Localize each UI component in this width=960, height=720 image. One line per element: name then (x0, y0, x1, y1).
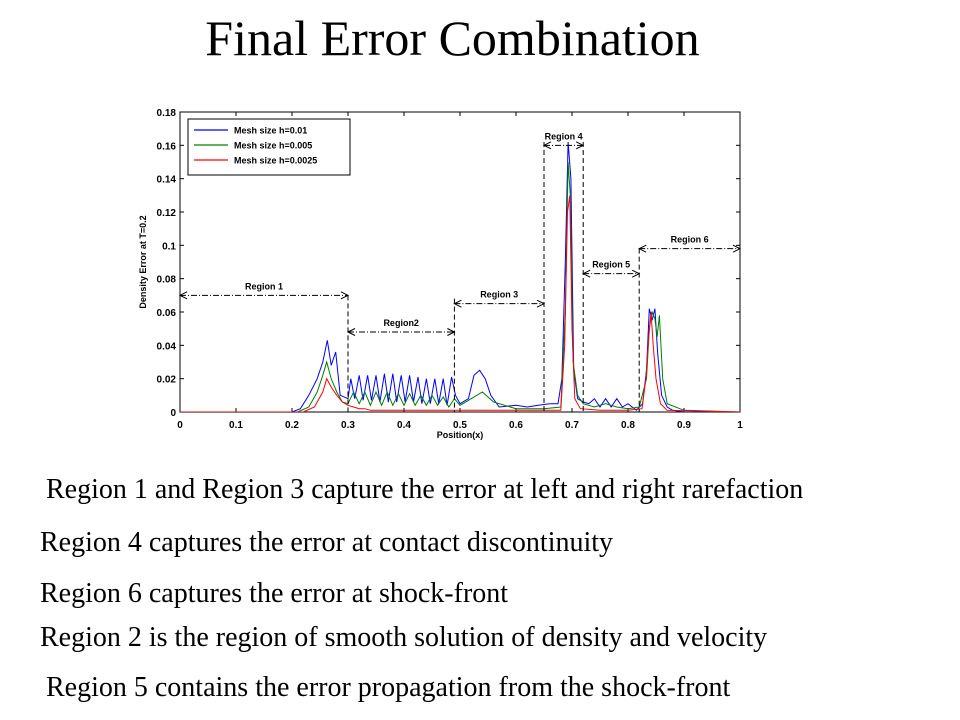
y-tick-label: 0.04 (156, 341, 176, 353)
y-tick-label: 0.12 (156, 208, 176, 219)
x-tick-label: 1 (737, 420, 743, 431)
region-label-1: Region 1 (244, 281, 284, 292)
legend-label-1: Mesh size h=0.01 (234, 125, 308, 136)
region-label-6: Region 6 (670, 234, 709, 245)
x-tick-label: 0.3 (341, 420, 355, 431)
caption-region-5: Region 5 contains the error propagation from the shock-front (46, 672, 731, 703)
y-tick-label: 0.1 (162, 241, 176, 253)
x-tick-label: 0.4 (397, 420, 411, 431)
x-tick-label: 0.1 (229, 420, 243, 431)
page-title: Final Error Combination (205, 10, 700, 66)
x-axis-label: Position(x) (436, 430, 484, 440)
x-tick-label: 0.9 (677, 420, 691, 431)
caption-regions-1-3: Region 1 and Region 3 capture the error at left and right rarefaction (46, 474, 804, 505)
legend-label-3: Mesh size h=0.0025 (234, 155, 318, 166)
region-label-4: Region 4 (544, 131, 583, 142)
x-tick-label: 0.5 (453, 420, 467, 431)
y-tick-label: 0.16 (156, 141, 176, 153)
y-axis-label: Density Error at T=0.2 (138, 215, 148, 309)
y-tick-label: 0.06 (156, 308, 176, 319)
region-label-2: Region2 (383, 318, 419, 328)
region-label-3: Region 3 (480, 289, 519, 300)
y-tick-label: 0.18 (156, 108, 176, 119)
caption-region-2: Region 2 is the region of smooth solution of density and velocity (40, 622, 768, 653)
x-tick-label: 0.2 (285, 420, 299, 431)
x-tick-label: 0.6 (509, 420, 523, 431)
caption-region-4: Region 4 captures the error at contact discontinuity (40, 527, 614, 558)
x-tick-label: 0.8 (621, 420, 635, 431)
legend-label-2: Mesh size h=0.005 (234, 140, 313, 151)
y-tick-label: 0.02 (156, 374, 176, 386)
caption-region-6: Region 6 captures the error at shock-front (40, 578, 509, 609)
x-tick-label: 0 (177, 420, 183, 431)
y-tick-label: 0.14 (156, 174, 176, 186)
x-tick-label: 0.7 (565, 420, 579, 431)
y-tick-label: 0 (170, 408, 176, 419)
y-tick-label: 0.08 (156, 274, 176, 286)
region-label-5: Region 5 (592, 259, 631, 270)
